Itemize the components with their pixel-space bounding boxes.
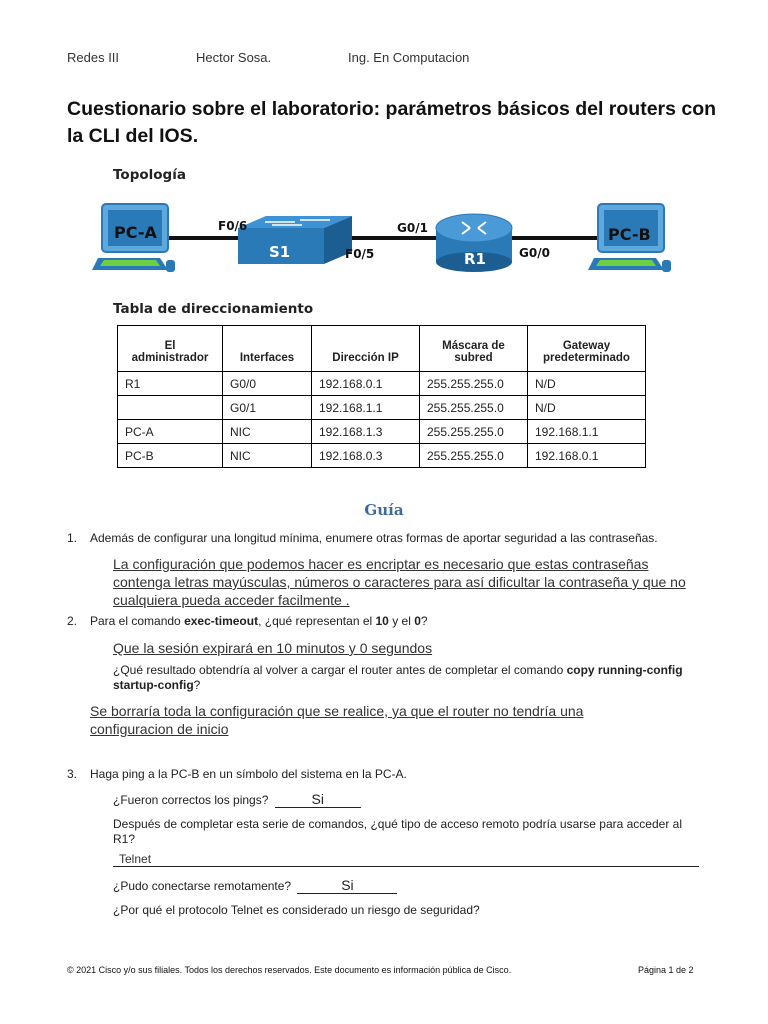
table-cell: 255.255.255.0: [420, 372, 528, 396]
ping-answer: Si: [275, 791, 361, 808]
question-3-number: 3.: [67, 767, 78, 781]
table-cell: PC-B: [118, 444, 223, 468]
table-cell: N/D: [528, 396, 646, 420]
document-title: Cuestionario sobre el laboratorio: parámetros básicos del routers con la CLI del IOS.: [67, 98, 717, 147]
table-cell: NIC: [223, 444, 312, 468]
question-1-answer: La configuración que podemos hacer es encriptar es necesario que estas contraseñas contenga letras mayúsculas, números o caracteres para así dificultar la contraseña y que no cualquiera pueda acceder facilmente .: [113, 556, 686, 608]
table-cell: 192.168.1.1: [312, 396, 420, 420]
table-cell: 192.168.0.3: [312, 444, 420, 468]
telnet-risk-question: ¿Por qué el protocolo Telnet es considerado un riesgo de seguridad?: [113, 903, 480, 917]
question-2-subquestion: ¿Qué resultado obtendría al volver a cargar el router antes de completar el comando copy running-config startup-config?: [113, 663, 683, 692]
table-cell: 192.168.1.1: [528, 420, 646, 444]
table-row: [118, 420, 646, 444]
guide-title: Guía: [364, 501, 404, 519]
table-cell: 255.255.255.0: [420, 420, 528, 444]
question-2-sub-answer: Se borraría toda la configuración que se realice, ya que el router no tendría una configuracion de inicio: [90, 703, 584, 737]
port-label-f06: F0/6: [218, 219, 248, 233]
table-cell: 255.255.255.0: [420, 396, 528, 420]
header-gateway: Gateway predeterminado: [528, 326, 646, 372]
question-2-number: 2.: [67, 614, 78, 628]
header-mask: Máscara de subred: [420, 326, 528, 372]
table-cell: G0/1: [223, 396, 312, 420]
footer-copyright: © 2021 Cisco y/o sus filiales. Todos los derechos reservados. Este documento es información pública de Cisco.: [67, 965, 512, 975]
port-label-g00: G0/0: [519, 246, 550, 260]
table-cell: [118, 396, 223, 420]
pc-b-label: PC-B: [608, 225, 651, 244]
connect-answer: Si: [297, 877, 397, 894]
addressing-table: [117, 325, 646, 468]
command-copy-running-config: copy running-config startup-config: [113, 663, 683, 692]
table-cell: 192.168.1.3: [312, 420, 420, 444]
switch-s1-icon: [238, 216, 352, 264]
addressing-table-label: Tabla de direccionamiento: [113, 301, 314, 317]
table-cell: N/D: [528, 372, 646, 396]
table-row: [118, 444, 646, 468]
remote-access-question: Después de completar esta serie de comandos, ¿qué tipo de acceso remoto podría usarse para acceder al R1?: [113, 817, 682, 846]
question-3-text: Haga ping a la PC-B en un símbolo del sistema en la PC-A.: [90, 767, 407, 781]
table-cell: PC-A: [118, 420, 223, 444]
table-cell: 192.168.0.1: [312, 372, 420, 396]
header-course: Redes III: [67, 50, 120, 65]
table-header-row: [118, 326, 646, 372]
ping-question: ¿Fueron correctos los pings? Si: [113, 791, 361, 808]
table-cell: 255.255.255.0: [420, 444, 528, 468]
port-label-f05: F0/5: [345, 247, 375, 261]
command-exec-timeout: exec-timeout: [184, 614, 259, 628]
table-row: [118, 372, 646, 396]
header-ip: Dirección IP: [312, 326, 420, 372]
table-cell: R1: [118, 372, 223, 396]
question-1-text: Además de configurar una longitud mínima, enumere otras formas de aportar seguridad a las contraseñas.: [90, 531, 658, 545]
table-cell: NIC: [223, 420, 312, 444]
table-cell: 192.168.0.1: [528, 444, 646, 468]
header-author: Hector Sosa.: [196, 50, 272, 65]
switch-s1-label: S1: [269, 243, 291, 261]
header-program: Ing. En Computacion: [348, 50, 470, 65]
connect-question: ¿Pudo conectarse remotamente? Si: [113, 877, 397, 894]
remote-access-answer: Telnet: [113, 852, 699, 867]
table-row: [118, 396, 646, 420]
port-label-g01: G0/1: [397, 221, 428, 235]
router-r1-label: R1: [464, 250, 486, 268]
question-2-answer: Que la sesión expirará en 10 minutos y 0 segundos: [113, 640, 433, 656]
topology-diagram: [90, 198, 690, 282]
topology-label: Topología: [113, 167, 186, 183]
header-interfaces: Interfaces: [223, 326, 312, 372]
pc-a-label: PC-A: [114, 223, 157, 242]
table-cell: G0/0: [223, 372, 312, 396]
header-administrator: El administrador: [118, 326, 223, 372]
question-2-text: Para el comando exec-timeout, ¿qué representan el 10 y el 0?: [90, 614, 428, 628]
question-1-number: 1.: [67, 531, 78, 545]
footer-page-number: Página 1 de 2: [638, 965, 694, 975]
